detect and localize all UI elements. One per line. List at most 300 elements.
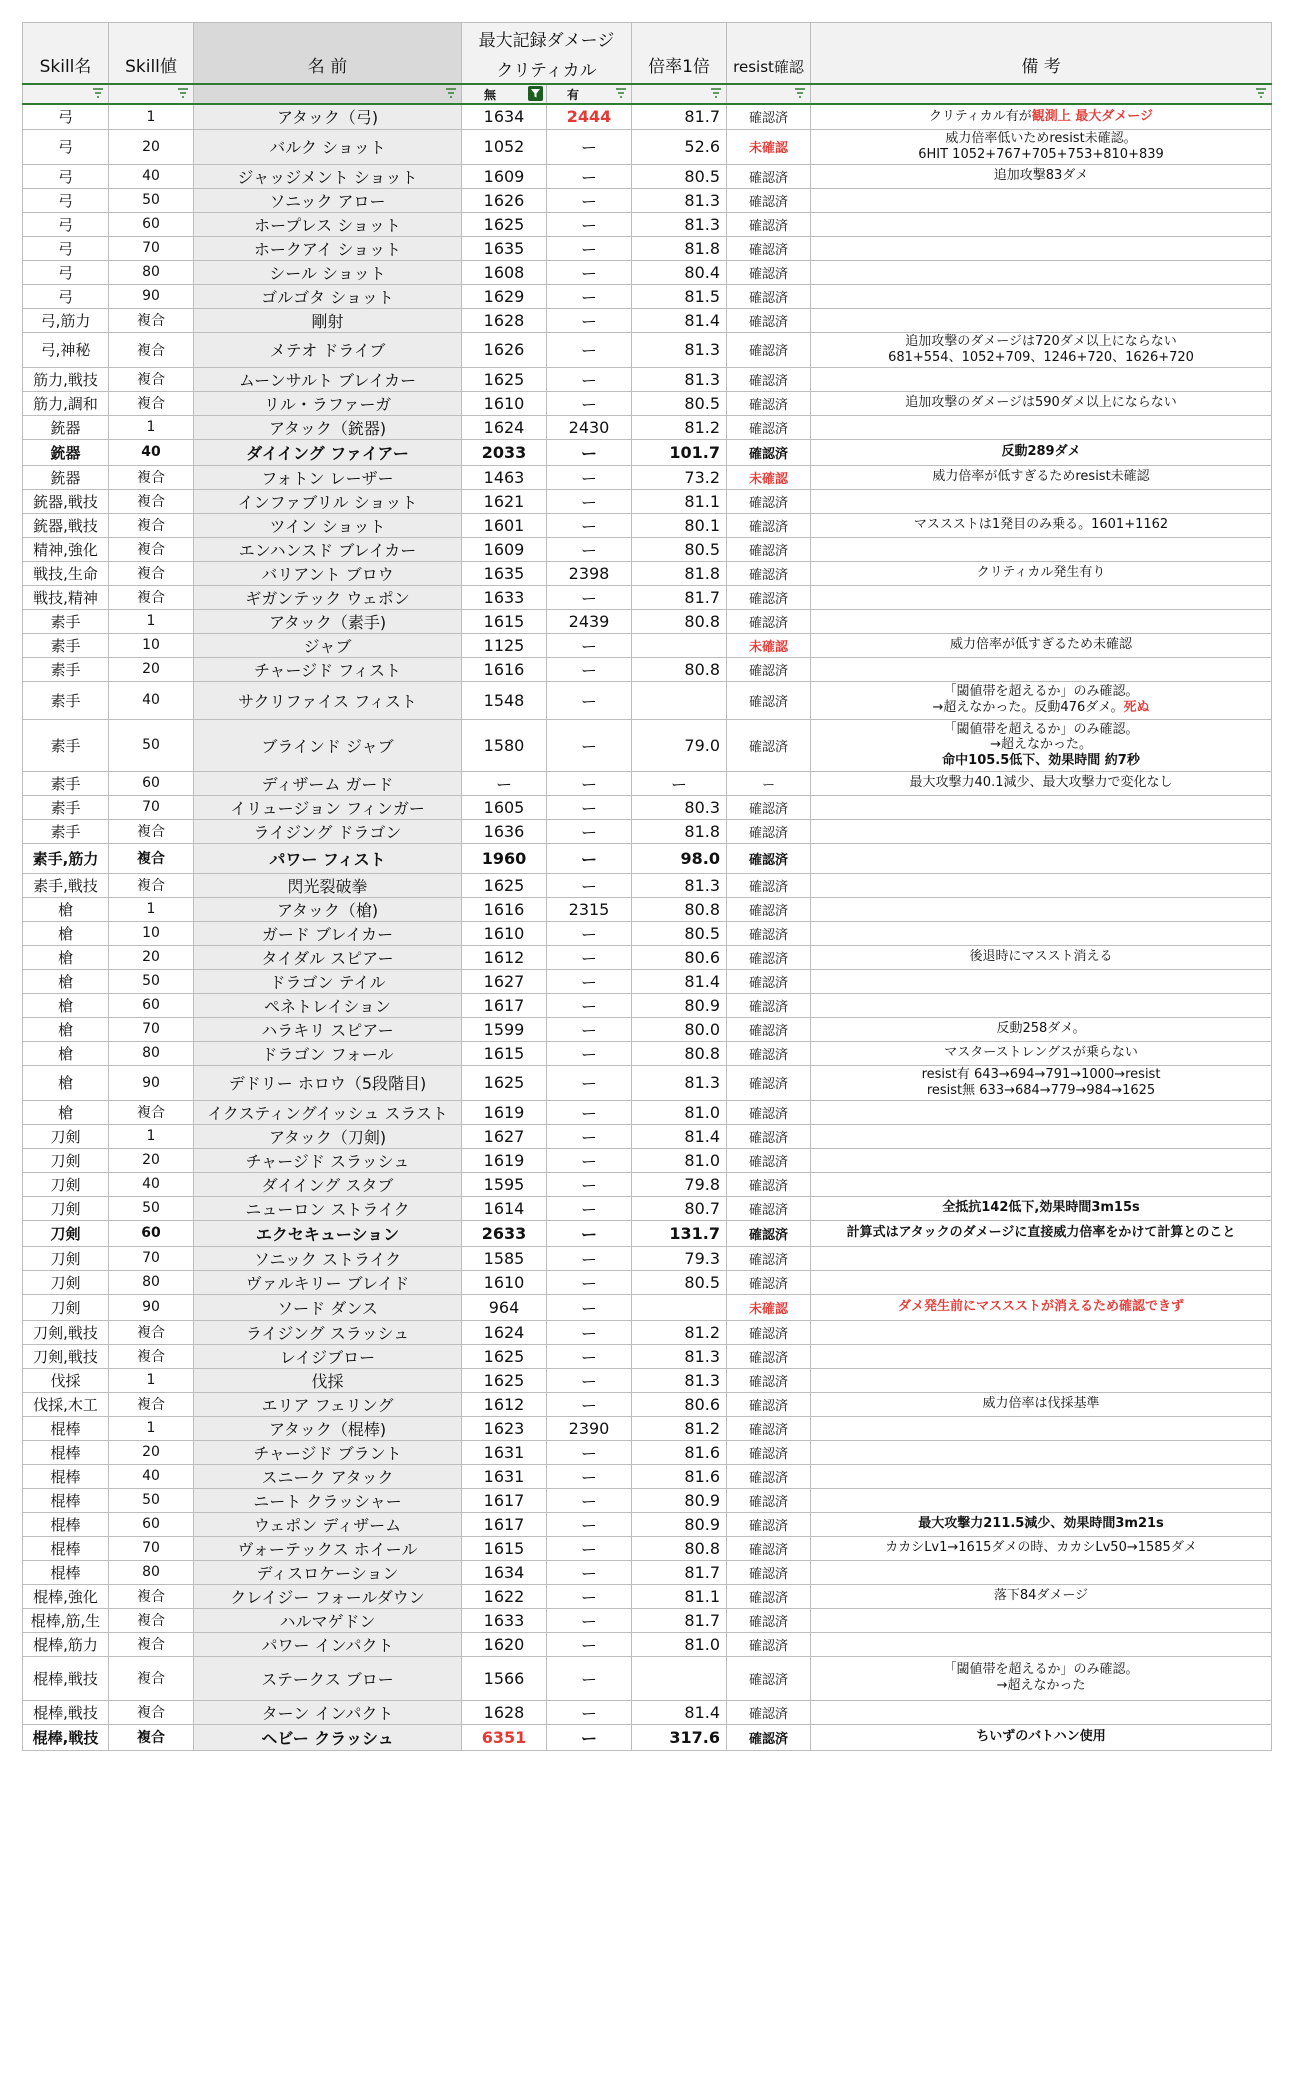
filter-notes[interactable] [811,84,1272,104]
resist-cell[interactable]: 確認済 [727,609,811,633]
skill-value-cell[interactable]: 複合 [109,561,194,585]
skill-title-cell[interactable]: パワー フィスト [194,843,462,873]
rate-cell[interactable]: 81.3 [632,367,727,391]
filter-icon[interactable] [1255,87,1267,99]
crit-yes-cell[interactable]: ー [547,1368,632,1392]
rate-cell[interactable]: 52.6 [632,129,727,164]
rate-cell[interactable] [632,1294,727,1320]
filter-skill-name[interactable] [23,84,109,104]
resist-cell[interactable]: 確認済 [727,1632,811,1656]
rate-cell[interactable]: 81.1 [632,489,727,513]
skill-value-cell[interactable]: 20 [109,1148,194,1172]
note-cell[interactable] [811,1220,1272,1246]
crit-no-cell[interactable]: 964 [462,1294,547,1320]
skill-title-cell[interactable]: メテオ ドライブ [194,332,462,367]
skill-title-cell[interactable]: リル・ラファーガ [194,391,462,415]
skill-name-cell[interactable]: 刀剣 [23,1246,109,1270]
skill-name-cell[interactable]: 素手 [23,795,109,819]
skill-value-cell[interactable]: 複合 [109,1656,194,1700]
skill-name-cell[interactable]: 素手 [23,771,109,795]
rate-cell[interactable]: 80.7 [632,1196,727,1220]
skill-value-cell[interactable]: 50 [109,188,194,212]
resist-cell[interactable]: 確認済 [727,164,811,188]
resist-cell[interactable]: 確認済 [727,1065,811,1100]
rate-cell[interactable]: 317.6 [632,1724,727,1750]
skill-name-cell[interactable]: 銃器 [23,465,109,489]
resist-cell[interactable]: 確認済 [727,104,811,129]
skill-name-cell[interactable]: 弓 [23,188,109,212]
skill-value-cell[interactable]: 10 [109,633,194,657]
crit-no-cell[interactable]: 1617 [462,1512,547,1536]
resist-cell[interactable]: 確認済 [727,561,811,585]
note-cell[interactable] [811,1608,1272,1632]
resist-cell[interactable]: 確認済 [727,1148,811,1172]
skill-name-cell[interactable]: 素手 [23,681,109,719]
skill-title-cell[interactable]: ペネトレイション [194,993,462,1017]
crit-no-cell[interactable]: 1615 [462,1536,547,1560]
skill-name-cell[interactable]: 棍棒 [23,1488,109,1512]
crit-yes-cell[interactable]: ー [547,633,632,657]
crit-yes-cell[interactable]: ー [547,260,632,284]
crit-no-cell[interactable]: 1609 [462,537,547,561]
rate-cell[interactable]: 73.2 [632,465,727,489]
note-cell[interactable] [811,795,1272,819]
skill-title-cell[interactable]: ターン インパクト [194,1700,462,1724]
note-cell[interactable] [811,681,1272,719]
rate-cell[interactable]: 81.7 [632,1608,727,1632]
resist-cell[interactable]: 確認済 [727,1220,811,1246]
skill-name-cell[interactable]: 弓 [23,284,109,308]
skill-title-cell[interactable]: 閃光裂破拳 [194,873,462,897]
note-cell[interactable] [811,819,1272,843]
skill-value-cell[interactable]: 1 [109,609,194,633]
note-cell[interactable] [811,1656,1272,1700]
skill-name-cell[interactable]: 弓 [23,129,109,164]
filter-crit-yes[interactable] [547,84,632,104]
resist-cell[interactable]: 未確認 [727,129,811,164]
skill-title-cell[interactable]: イリュージョン フィンガー [194,795,462,819]
rate-cell[interactable] [632,633,727,657]
skill-value-cell[interactable]: 60 [109,1220,194,1246]
rate-cell[interactable]: 81.3 [632,1368,727,1392]
crit-no-cell[interactable]: 1633 [462,1608,547,1632]
rate-cell[interactable]: 80.5 [632,164,727,188]
skill-value-cell[interactable]: 50 [109,1488,194,1512]
crit-no-cell[interactable]: 1580 [462,719,547,771]
skill-title-cell[interactable]: アタック（棍棒) [194,1416,462,1440]
skill-title-cell[interactable]: アタック（銃器) [194,415,462,439]
rate-cell[interactable]: 80.9 [632,993,727,1017]
skill-value-cell[interactable]: 複合 [109,1392,194,1416]
skill-title-cell[interactable]: ソード ダンス [194,1294,462,1320]
crit-yes-cell[interactable]: ー [547,921,632,945]
skill-name-cell[interactable]: 戦技,精神 [23,585,109,609]
note-cell[interactable] [811,873,1272,897]
crit-yes-cell[interactable]: ー [547,188,632,212]
note-cell[interactable] [811,771,1272,795]
crit-yes-cell[interactable]: ー [547,945,632,969]
resist-cell[interactable]: 確認済 [727,1344,811,1368]
skill-title-cell[interactable]: ハルマゲドン [194,1608,462,1632]
filter-resist[interactable] [727,84,811,104]
skill-title-cell[interactable]: ブラインド ジャブ [194,719,462,771]
rate-cell[interactable]: 81.8 [632,819,727,843]
skill-value-cell[interactable]: 50 [109,1196,194,1220]
skill-value-cell[interactable]: 複合 [109,1700,194,1724]
note-cell[interactable] [811,1320,1272,1344]
note-cell[interactable] [811,1246,1272,1270]
resist-cell[interactable]: 未確認 [727,1294,811,1320]
note-cell[interactable] [811,1124,1272,1148]
skill-title-cell[interactable]: ガード ブレイカー [194,921,462,945]
resist-cell[interactable]: 確認済 [727,1488,811,1512]
rate-cell[interactable]: 79.8 [632,1172,727,1196]
crit-no-cell[interactable]: 1625 [462,1065,547,1100]
resist-cell[interactable]: 確認済 [727,1560,811,1584]
skill-name-cell[interactable]: 弓 [23,104,109,129]
rate-cell[interactable]: ー [632,771,727,795]
skill-title-cell[interactable]: ディザーム ガード [194,771,462,795]
skill-name-cell[interactable]: 素手 [23,719,109,771]
resist-cell[interactable]: 未確認 [727,633,811,657]
crit-no-cell[interactable]: ー [462,771,547,795]
resist-cell[interactable]: 未確認 [727,465,811,489]
resist-cell[interactable]: 確認済 [727,439,811,465]
skill-title-cell[interactable]: ジャブ [194,633,462,657]
crit-yes-cell[interactable]: ー [547,367,632,391]
crit-yes-cell[interactable]: ー [547,993,632,1017]
crit-yes-cell[interactable]: ー [547,969,632,993]
skill-name-cell[interactable]: 棍棒 [23,1512,109,1536]
rate-cell[interactable]: 81.8 [632,561,727,585]
skill-value-cell[interactable]: 複合 [109,489,194,513]
resist-cell[interactable]: 確認済 [727,1700,811,1724]
note-cell[interactable] [811,489,1272,513]
skill-title-cell[interactable]: チャージド ブラント [194,1440,462,1464]
note-cell[interactable] [811,164,1272,188]
crit-yes-cell[interactable]: ー [547,843,632,873]
resist-cell[interactable]: 確認済 [727,843,811,873]
skill-name-cell[interactable]: 棍棒 [23,1464,109,1488]
crit-no-cell[interactable]: 1627 [462,969,547,993]
skill-name-cell[interactable]: 棍棒,戦技 [23,1700,109,1724]
skill-value-cell[interactable]: 1 [109,1124,194,1148]
crit-no-cell[interactable]: 1617 [462,1488,547,1512]
resist-cell[interactable]: 確認済 [727,1416,811,1440]
note-cell[interactable] [811,1416,1272,1440]
skill-name-cell[interactable]: 槍 [23,1041,109,1065]
skill-title-cell[interactable]: ソニック アロー [194,188,462,212]
skill-value-cell[interactable]: 複合 [109,585,194,609]
note-cell[interactable] [811,212,1272,236]
skill-value-cell[interactable]: 50 [109,969,194,993]
skill-name-cell[interactable]: 棍棒 [23,1560,109,1584]
crit-no-cell[interactable]: 1626 [462,332,547,367]
skill-value-cell[interactable]: 70 [109,1536,194,1560]
crit-yes-cell[interactable]: ー [547,1041,632,1065]
skill-value-cell[interactable]: 複合 [109,332,194,367]
crit-yes-cell[interactable]: ー [547,585,632,609]
note-cell[interactable] [811,1724,1272,1750]
crit-no-cell[interactable]: 1599 [462,1017,547,1041]
crit-no-cell[interactable]: 1610 [462,921,547,945]
rate-cell[interactable]: 81.2 [632,1320,727,1344]
resist-cell[interactable]: 確認済 [727,415,811,439]
skill-name-cell[interactable]: 棍棒 [23,1440,109,1464]
skill-name-cell[interactable]: 刀剣 [23,1294,109,1320]
skill-title-cell[interactable]: ギガンテック ウェポン [194,585,462,609]
crit-no-cell[interactable]: 1601 [462,513,547,537]
crit-no-cell[interactable]: 1616 [462,657,547,681]
skill-name-cell[interactable]: 刀剣 [23,1124,109,1148]
skill-title-cell[interactable]: ダイイング ファイアー [194,439,462,465]
skill-value-cell[interactable]: 80 [109,1560,194,1584]
skill-value-cell[interactable]: 70 [109,1017,194,1041]
crit-yes-cell[interactable]: ー [547,513,632,537]
skill-title-cell[interactable]: チャージド スラッシュ [194,1148,462,1172]
resist-cell[interactable]: 確認済 [727,719,811,771]
crit-no-cell[interactable]: 1626 [462,188,547,212]
crit-yes-cell[interactable]: ー [547,657,632,681]
skill-title-cell[interactable]: アタック（刀剣) [194,1124,462,1148]
resist-cell[interactable]: 確認済 [727,1246,811,1270]
crit-no-cell[interactable]: 1631 [462,1440,547,1464]
skill-title-cell[interactable]: サクリファイス フィスト [194,681,462,719]
note-cell[interactable] [811,1100,1272,1124]
resist-cell[interactable]: 確認済 [727,795,811,819]
rate-cell[interactable]: 131.7 [632,1220,727,1246]
note-cell[interactable] [811,391,1272,415]
skill-title-cell[interactable]: ソニック ストライク [194,1246,462,1270]
skill-title-cell[interactable]: ハラキリ スピアー [194,1017,462,1041]
skill-name-cell[interactable]: 槍 [23,1065,109,1100]
crit-yes-cell[interactable]: ー [547,332,632,367]
note-cell[interactable] [811,188,1272,212]
note-cell[interactable] [811,1344,1272,1368]
crit-no-cell[interactable]: 1619 [462,1100,547,1124]
rate-cell[interactable]: 80.4 [632,260,727,284]
skill-title-cell[interactable]: ニート クラッシャー [194,1488,462,1512]
crit-yes-cell[interactable]: ー [547,308,632,332]
crit-no-cell[interactable]: 1609 [462,164,547,188]
crit-yes-cell[interactable]: ー [547,1017,632,1041]
rate-cell[interactable]: 81.0 [632,1632,727,1656]
rate-cell[interactable]: 79.0 [632,719,727,771]
skill-name-cell[interactable]: 刀剣 [23,1148,109,1172]
crit-no-cell[interactable]: 1625 [462,1368,547,1392]
resist-cell[interactable]: 確認済 [727,1656,811,1700]
crit-no-cell[interactable]: 1625 [462,873,547,897]
rate-cell[interactable]: 80.9 [632,1512,727,1536]
skill-name-cell[interactable]: 銃器,戦技 [23,513,109,537]
note-cell[interactable] [811,1632,1272,1656]
rate-cell[interactable]: 79.3 [632,1246,727,1270]
skill-value-cell[interactable]: 複合 [109,1320,194,1344]
skill-value-cell[interactable]: 複合 [109,465,194,489]
skill-title-cell[interactable]: エリア フェリング [194,1392,462,1416]
note-cell[interactable] [811,284,1272,308]
crit-no-cell[interactable]: 1622 [462,1584,547,1608]
skill-name-cell[interactable]: 刀剣 [23,1196,109,1220]
crit-no-cell[interactable]: 1625 [462,212,547,236]
skill-name-cell[interactable]: 弓 [23,260,109,284]
resist-cell[interactable]: 確認済 [727,657,811,681]
rate-cell[interactable]: 80.0 [632,1017,727,1041]
crit-yes-cell[interactable]: ー [547,1065,632,1100]
note-cell[interactable] [811,537,1272,561]
note-cell[interactable] [811,415,1272,439]
crit-yes-cell[interactable]: ー [547,795,632,819]
crit-yes-cell[interactable]: ー [547,771,632,795]
filter-icon[interactable] [445,87,457,99]
skill-value-cell[interactable]: 60 [109,1512,194,1536]
skill-name-cell[interactable]: 筋力,戦技 [23,367,109,391]
resist-cell[interactable]: 確認済 [727,1041,811,1065]
crit-yes-cell[interactable]: ー [547,439,632,465]
resist-cell[interactable]: 確認済 [727,1536,811,1560]
crit-no-cell[interactable]: 1610 [462,1270,547,1294]
resist-cell[interactable]: 確認済 [727,585,811,609]
rate-cell[interactable]: 81.3 [632,873,727,897]
note-cell[interactable] [811,921,1272,945]
crit-yes-cell[interactable]: ー [547,873,632,897]
filter-icon[interactable] [710,87,722,99]
skill-title-cell[interactable]: ヴァルキリー ブレイド [194,1270,462,1294]
crit-no-cell[interactable]: 1548 [462,681,547,719]
skill-title-cell[interactable]: エンハンスド ブレイカー [194,537,462,561]
note-cell[interactable] [811,1440,1272,1464]
resist-cell[interactable]: 確認済 [727,284,811,308]
crit-yes-cell[interactable]: ー [547,1512,632,1536]
skill-value-cell[interactable]: 複合 [109,537,194,561]
filter-crit-no[interactable] [462,84,547,104]
skill-title-cell[interactable]: ヴォーテックス ホイール [194,1536,462,1560]
note-cell[interactable] [811,260,1272,284]
skill-name-cell[interactable]: 槍 [23,945,109,969]
note-cell[interactable] [811,1536,1272,1560]
crit-no-cell[interactable]: 1628 [462,308,547,332]
skill-value-cell[interactable]: 1 [109,1368,194,1392]
crit-no-cell[interactable]: 1605 [462,795,547,819]
crit-yes-cell[interactable]: ー [547,391,632,415]
rate-cell[interactable] [632,681,727,719]
skill-name-cell[interactable]: 戦技,生命 [23,561,109,585]
rate-cell[interactable]: 81.7 [632,585,727,609]
note-cell[interactable] [811,1560,1272,1584]
skill-title-cell[interactable]: ドラゴン テイル [194,969,462,993]
rate-cell[interactable]: 81.3 [632,1065,727,1100]
skill-name-cell[interactable]: 銃器 [23,439,109,465]
crit-no-cell[interactable]: 1615 [462,609,547,633]
skill-value-cell[interactable]: 70 [109,795,194,819]
resist-cell[interactable]: 確認済 [727,897,811,921]
crit-no-cell[interactable]: 1585 [462,1246,547,1270]
note-cell[interactable] [811,993,1272,1017]
skill-value-cell[interactable]: 複合 [109,308,194,332]
skill-title-cell[interactable]: ディスロケーション [194,1560,462,1584]
skill-name-cell[interactable]: 伐採,木工 [23,1392,109,1416]
crit-no-cell[interactable]: 1612 [462,1392,547,1416]
filter-skill-value[interactable] [109,84,194,104]
note-cell[interactable] [811,897,1272,921]
note-cell[interactable] [811,633,1272,657]
resist-cell[interactable]: 確認済 [727,308,811,332]
rate-cell[interactable]: 81.2 [632,415,727,439]
note-cell[interactable] [811,104,1272,129]
skill-value-cell[interactable]: 80 [109,1041,194,1065]
skill-value-cell[interactable]: 複合 [109,367,194,391]
rate-cell[interactable]: 81.0 [632,1100,727,1124]
skill-name-cell[interactable]: 棍棒,筋,生 [23,1608,109,1632]
crit-yes-cell[interactable]: ー [547,465,632,489]
skill-value-cell[interactable]: 50 [109,719,194,771]
skill-title-cell[interactable]: ヘビー クラッシュ [194,1724,462,1750]
crit-no-cell[interactable]: 1625 [462,367,547,391]
skill-name-cell[interactable]: 槍 [23,1017,109,1041]
skill-value-cell[interactable]: 40 [109,439,194,465]
note-cell[interactable] [811,1041,1272,1065]
crit-no-cell[interactable]: 1566 [462,1656,547,1700]
skill-title-cell[interactable]: デドリー ホロウ（5段階目) [194,1065,462,1100]
resist-cell[interactable]: 確認済 [727,993,811,1017]
rate-cell[interactable]: 80.8 [632,1536,727,1560]
crit-yes-cell[interactable]: ー [547,1196,632,1220]
skill-name-cell[interactable]: 槍 [23,921,109,945]
skill-name-cell[interactable]: 棍棒,戦技 [23,1656,109,1700]
skill-value-cell[interactable]: 1 [109,415,194,439]
crit-yes-cell[interactable]: 2430 [547,415,632,439]
skill-title-cell[interactable]: パワー インパクト [194,1632,462,1656]
crit-yes-cell[interactable]: 2444 [547,104,632,129]
skill-name-cell[interactable]: 銃器,戦技 [23,489,109,513]
rate-cell[interactable]: 81.3 [632,188,727,212]
resist-cell[interactable]: 確認済 [727,1368,811,1392]
crit-no-cell[interactable]: 1620 [462,1632,547,1656]
skill-name-cell[interactable]: 槍 [23,1100,109,1124]
rate-cell[interactable]: 101.7 [632,439,727,465]
resist-cell[interactable]: 確認済 [727,873,811,897]
note-cell[interactable] [811,439,1272,465]
skill-value-cell[interactable]: 複合 [109,1100,194,1124]
crit-no-cell[interactable]: 1633 [462,585,547,609]
rate-cell[interactable]: 81.6 [632,1464,727,1488]
crit-yes-cell[interactable]: ー [547,1294,632,1320]
skill-name-cell[interactable]: 槍 [23,993,109,1017]
skill-value-cell[interactable]: 40 [109,681,194,719]
rate-cell[interactable]: 80.8 [632,897,727,921]
skill-title-cell[interactable]: ホークアイ ショット [194,236,462,260]
crit-yes-cell[interactable]: 2398 [547,561,632,585]
crit-yes-cell[interactable]: ー [547,1124,632,1148]
skill-title-cell[interactable]: ゴルゴタ ショット [194,284,462,308]
rate-cell[interactable]: 80.5 [632,391,727,415]
crit-no-cell[interactable]: 1617 [462,993,547,1017]
skill-title-cell[interactable]: ダイイング スタブ [194,1172,462,1196]
skill-value-cell[interactable]: 複合 [109,1344,194,1368]
crit-no-cell[interactable]: 1615 [462,1041,547,1065]
skill-name-cell[interactable]: 棍棒,筋力 [23,1632,109,1656]
crit-yes-cell[interactable]: ー [547,1656,632,1700]
rate-cell[interactable]: 81.5 [632,284,727,308]
skill-value-cell[interactable]: 40 [109,1172,194,1196]
skill-title-cell[interactable]: タイダル スピアー [194,945,462,969]
skill-value-cell[interactable]: 90 [109,284,194,308]
filter-icon[interactable] [177,87,189,99]
crit-yes-cell[interactable]: ー [547,1392,632,1416]
crit-no-cell[interactable]: 1624 [462,1320,547,1344]
crit-no-cell[interactable]: 1463 [462,465,547,489]
note-cell[interactable] [811,719,1272,771]
